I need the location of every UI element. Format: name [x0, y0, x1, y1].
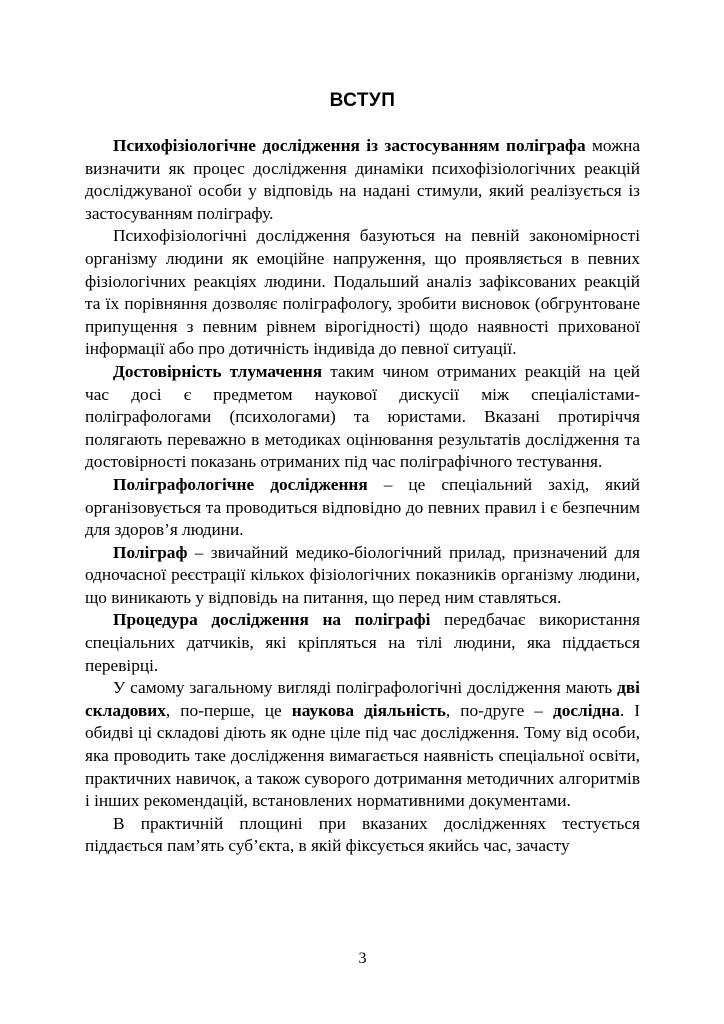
- bold-term: Достовірність тлумачення: [113, 361, 323, 381]
- paragraph-text: В практичній площині при вказаних дослідженнях тестується піддається пам’ять суб’єкта, в якій фіксується якийсь час, зачасту: [85, 813, 640, 856]
- paragraph-p5: [85, 542, 640, 610]
- paragraph-p7: [85, 677, 640, 813]
- paragraph-text: Психофізіологічні дослідження базуються на певній закономірності організму людини як емоційне напруження, що проявляється в певних фізіологічних реакціях людини. Подальший аналіз зафіксованих реакцій та їх порівняння дозволяє поліграфологу, зробити висновок (обгрунтоване припущення з певним рівнем вірогідності) щодо наявності прихованої інформації або про дотичність індивіда до певної ситуації.: [85, 226, 640, 359]
- paragraph-text: передбачає використання спеціальних датчиків, які кріпляться на тілі людини, яка піддається перевірці.: [85, 610, 640, 675]
- paragraph-p8: [85, 813, 640, 858]
- bold-term: Поліграф: [113, 542, 188, 562]
- page-title: ВСТУП: [329, 90, 396, 111]
- document-page: [85, 0, 640, 1024]
- paragraph-p2: [85, 225, 640, 361]
- paragraph-text: – це спеціальний захід, який організовується та проводиться відповідно до певних правил і є безпечним для здоров’я людини.: [85, 474, 640, 540]
- paragraph-p1: [85, 135, 640, 225]
- bold-term: дві складових: [85, 678, 640, 720]
- bold-term: дослідна: [552, 700, 620, 720]
- paragraph-p4: [85, 474, 640, 542]
- paragraph-text: . І обидві ці складові діють як одне ціле під час дослідження. Тому від особи, яка проводить таке дослідження вимагається наявність спеціальної освіти, практичних навичок, а також суворого дотримання методичних алгоритмів і інших рекомендацій, встановлених нормативними документами.: [85, 700, 640, 811]
- bold-term: Процедура дослідження на поліграфі: [113, 610, 431, 630]
- paragraph-p6: [85, 609, 640, 677]
- paragraph-text: – звичайний медико-біологічний прилад, призначений для одночасної реєстрації кількох фізіологічних показників організму людини, що виникають у відповідь на питання, що перед ним ставляться.: [85, 542, 640, 607]
- page-number: 3: [358, 950, 367, 967]
- paragraph-p3: [85, 361, 640, 474]
- paragraph-text: У самому загальному вигляді поліграфологічні дослідження мають: [113, 678, 618, 698]
- paragraph-text: , по-перше, це: [165, 700, 292, 720]
- paragraph-text: таким чином отриманих реакцій на цей час досі є предметом наукової дискусії між спеціалістами-поліграфологами (психологами) та юристами. Вказані протиріччя полягають переважно в методиках оцінювання результатів дослідження та достовірності показань отриманих під час поліграфічного тестування.: [85, 361, 640, 472]
- bold-term: наукова діяльність: [291, 700, 446, 720]
- body-text: [85, 135, 640, 858]
- bold-term: Поліграфологічне дослідження: [113, 474, 368, 494]
- bold-term: Психофізіологічне дослідження із застосуванням поліграфа: [113, 136, 586, 155]
- paragraph-text: можна визначити як процес дослідження динаміки психофізіологічних реакцій досліджуваної особи у відповідь на надані стимули, який реалізується із застосуванням поліграфу.: [85, 136, 640, 223]
- paragraph-text: , по-друге –: [445, 700, 553, 720]
